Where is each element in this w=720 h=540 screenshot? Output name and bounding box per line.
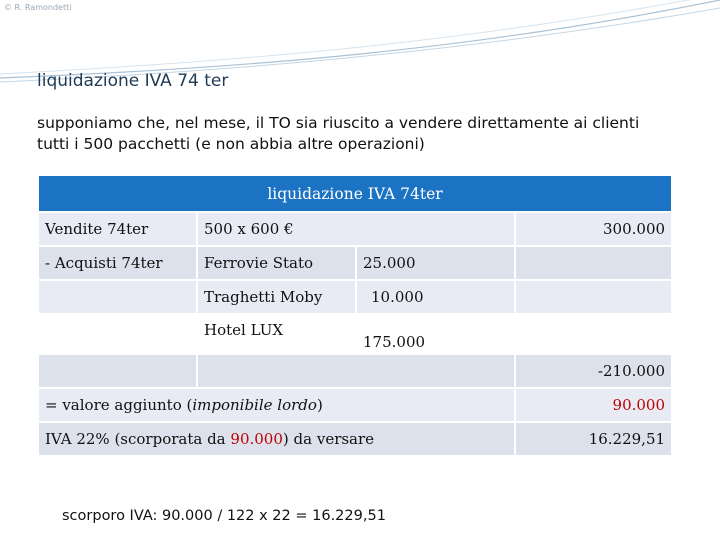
ferrovie-label: Ferrovie Stato xyxy=(197,246,356,280)
acquisti-label: - Acquisti 74ter xyxy=(38,246,197,280)
intro-line-2: tutti i 500 pacchetti (e non abbia altre operazioni) xyxy=(37,135,425,153)
valore-aggiunto-label xyxy=(38,388,515,422)
empty-cell xyxy=(515,314,672,354)
hotel-label: Hotel LUX xyxy=(197,314,356,354)
slide-title: liquidazione IVA 74 ter xyxy=(37,71,229,91)
valore-italic: imponibile lordo xyxy=(192,396,317,414)
valore-prefix: = valore aggiunto ( xyxy=(45,396,193,414)
valore-suffix: ) xyxy=(316,396,323,414)
hotel-value: 175.000 xyxy=(356,314,515,354)
table-row xyxy=(38,280,672,314)
table-row xyxy=(38,354,672,388)
iva-label xyxy=(38,422,515,456)
iva-total: 16.229,51 xyxy=(515,422,672,456)
scorporo-note: scorporo IVA: 90.000 / 122 x 22 = 16.229,51 xyxy=(62,508,386,524)
liquidazione-table xyxy=(37,174,673,457)
table-header-row xyxy=(38,175,672,212)
table-row xyxy=(38,212,672,246)
empty-cell xyxy=(515,246,672,280)
iva-suffix: ) da versare xyxy=(282,430,375,448)
iva-prefix: IVA 22% (scorporata da xyxy=(45,430,231,448)
table-row xyxy=(38,388,672,422)
ferrovie-value: 25.000 xyxy=(356,246,515,280)
iva-highlight: 90.000 xyxy=(230,430,283,448)
empty-cell xyxy=(38,354,197,388)
acquisti-total: -210.000 xyxy=(515,354,672,388)
vendite-total: 300.000 xyxy=(515,212,672,246)
table-row xyxy=(38,314,672,354)
empty-cell xyxy=(38,314,197,354)
intro-text xyxy=(37,113,687,155)
table-row xyxy=(38,246,672,280)
empty-cell xyxy=(515,280,672,314)
empty-cell xyxy=(197,354,515,388)
table-row xyxy=(38,422,672,456)
empty-cell xyxy=(38,280,197,314)
traghetti-value: 10.000 xyxy=(356,280,515,314)
vendite-label: Vendite 74ter xyxy=(38,212,197,246)
intro-line-1: supponiamo che, nel mese, il TO sia riuscito a vendere direttamente ai clienti xyxy=(37,114,640,132)
copyright-text: © R. Ramondetti xyxy=(4,3,72,12)
table-header: liquidazione IVA 74ter xyxy=(38,175,672,212)
valore-total: 90.000 xyxy=(515,388,672,422)
traghetti-label: Traghetti Moby xyxy=(197,280,356,314)
vendite-calc: 500 x 600 € xyxy=(197,212,515,246)
